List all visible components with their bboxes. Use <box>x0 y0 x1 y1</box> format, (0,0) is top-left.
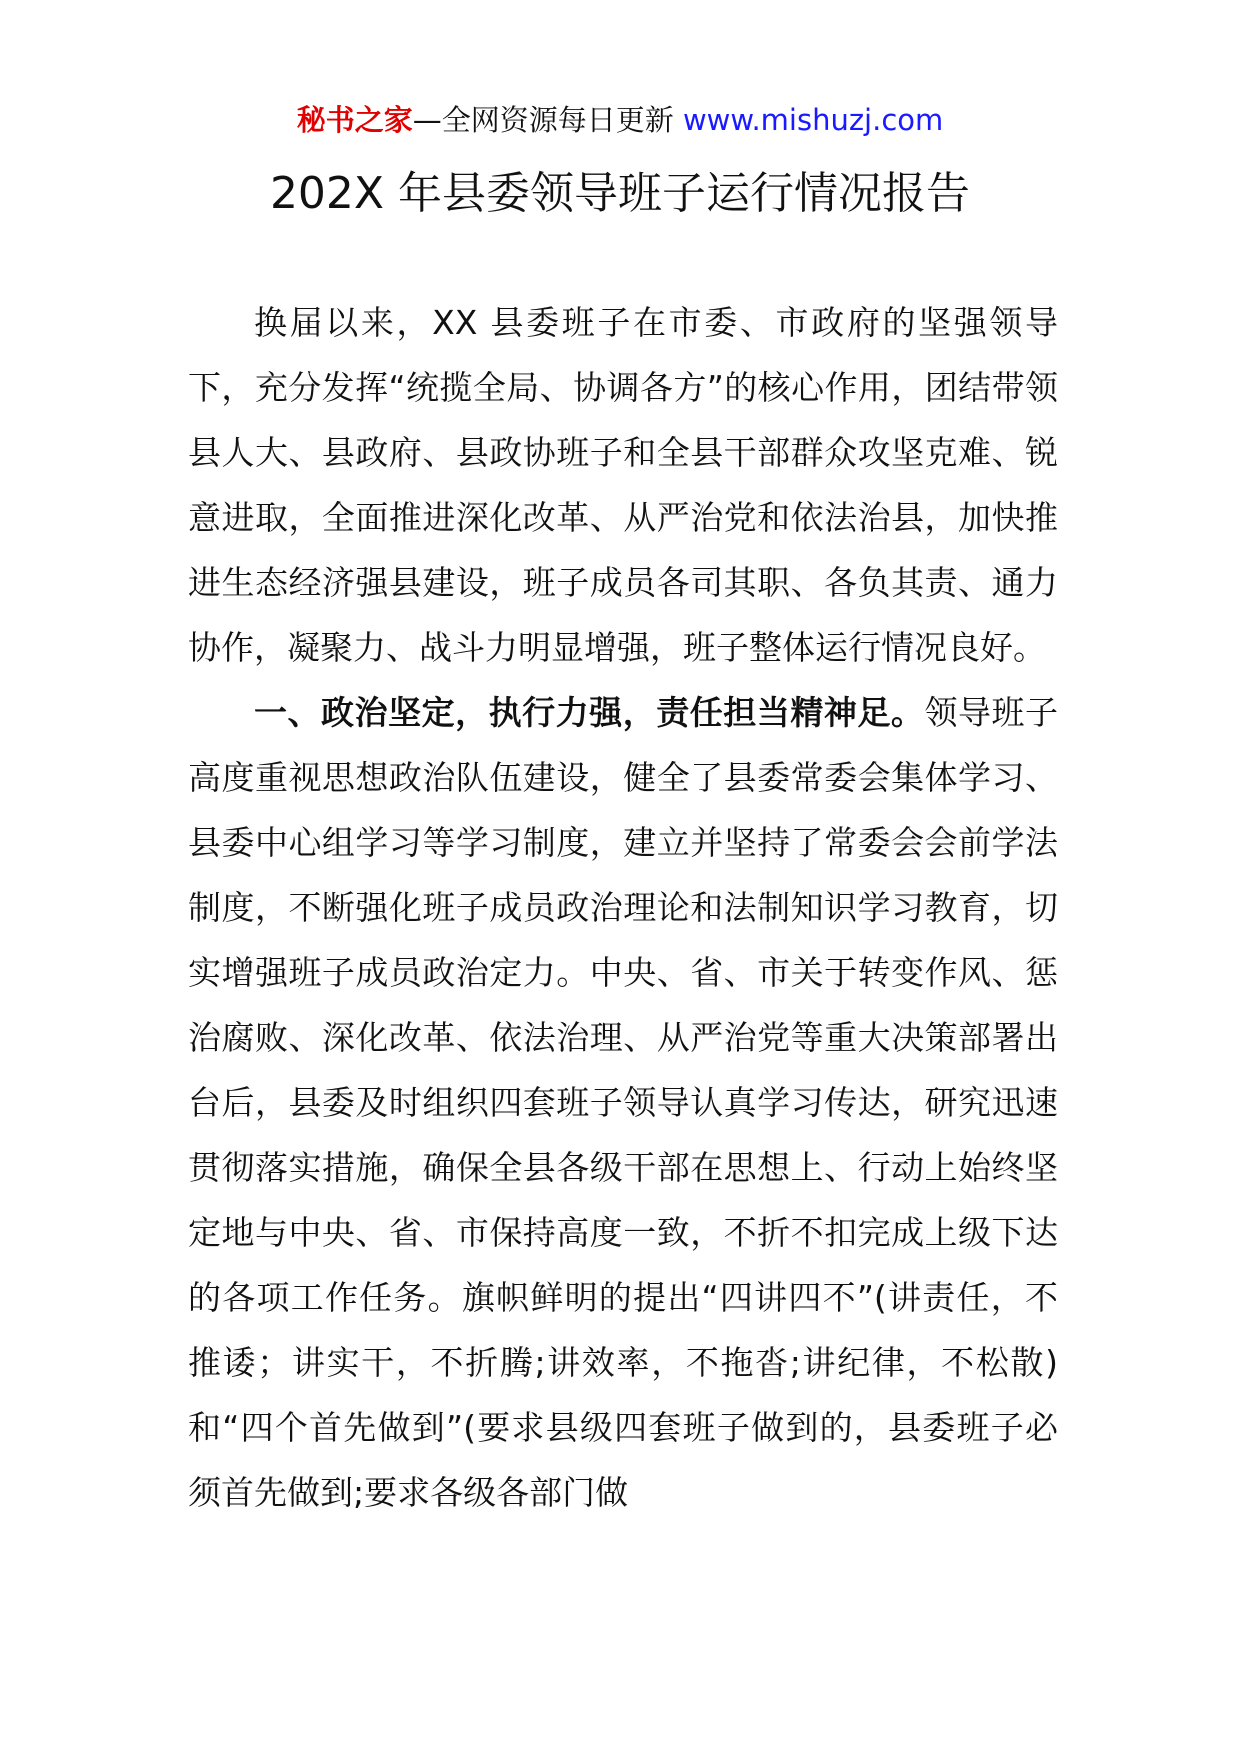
paragraph-intro: 换届以来，XX 县委班子在市委、市政府的坚强领导下，充分发挥“统揽全局、协调各方”的核心作用，团结带领县人大、县政府、县政协班子和全县干部群众攻坚克难、锐意进取，全面推进深化改革、从严治党和依法治县，加快推进生态经济强县建设，班子成员各司其职、各负其责、通力协作，凝聚力、战斗力明显增强，班子整体运行情况良好。 <box>188 303 1058 667</box>
header-tagline: —全网资源每日更新 <box>412 103 674 137</box>
document-body <box>188 290 1058 1525</box>
site-url-link[interactable]: www.mishuzj.com <box>682 103 944 137</box>
paragraph-section-1 <box>188 680 1058 1525</box>
site-header <box>0 100 1240 140</box>
section-1-body: 领导班子高度重视思想政治队伍建设，健全了县委常委会集体学习、县委中心组学习等学习制度，建立并坚持了常委会会前学法制度，不断强化班子成员政治理论和法制知识学习教育，切实增强班子成员政治定力。中央、省、市关于转变作风、惩治腐败、深化改革、依法治理、从严治党等重大决策部署出台后，县委及时组织四套班子领导认真学习传达，研究迅速贯彻落实措施，确保全县各级干部在思想上、行动上始终坚定地与中央、省、市保持高度一致，不折不扣完成上级下达的各项工作任务。旗帜鲜明的提出“四讲四不”(讲责任，不推诿；讲实干，不折腾;讲效率，不拖沓;讲纪律，不松散)和“四个首先做到”(要求县级四套班子做到的，县委班子必须首先做到;要求各级各部门做 <box>188 693 1059 1512</box>
document-title: 202X 年县委领导班子运行情况报告 <box>269 168 971 219</box>
section-1-heading: 一、政治坚定，执行力强，责任担当精神足。 <box>254 693 925 732</box>
brand-name: 秘书之家 <box>296 103 413 137</box>
